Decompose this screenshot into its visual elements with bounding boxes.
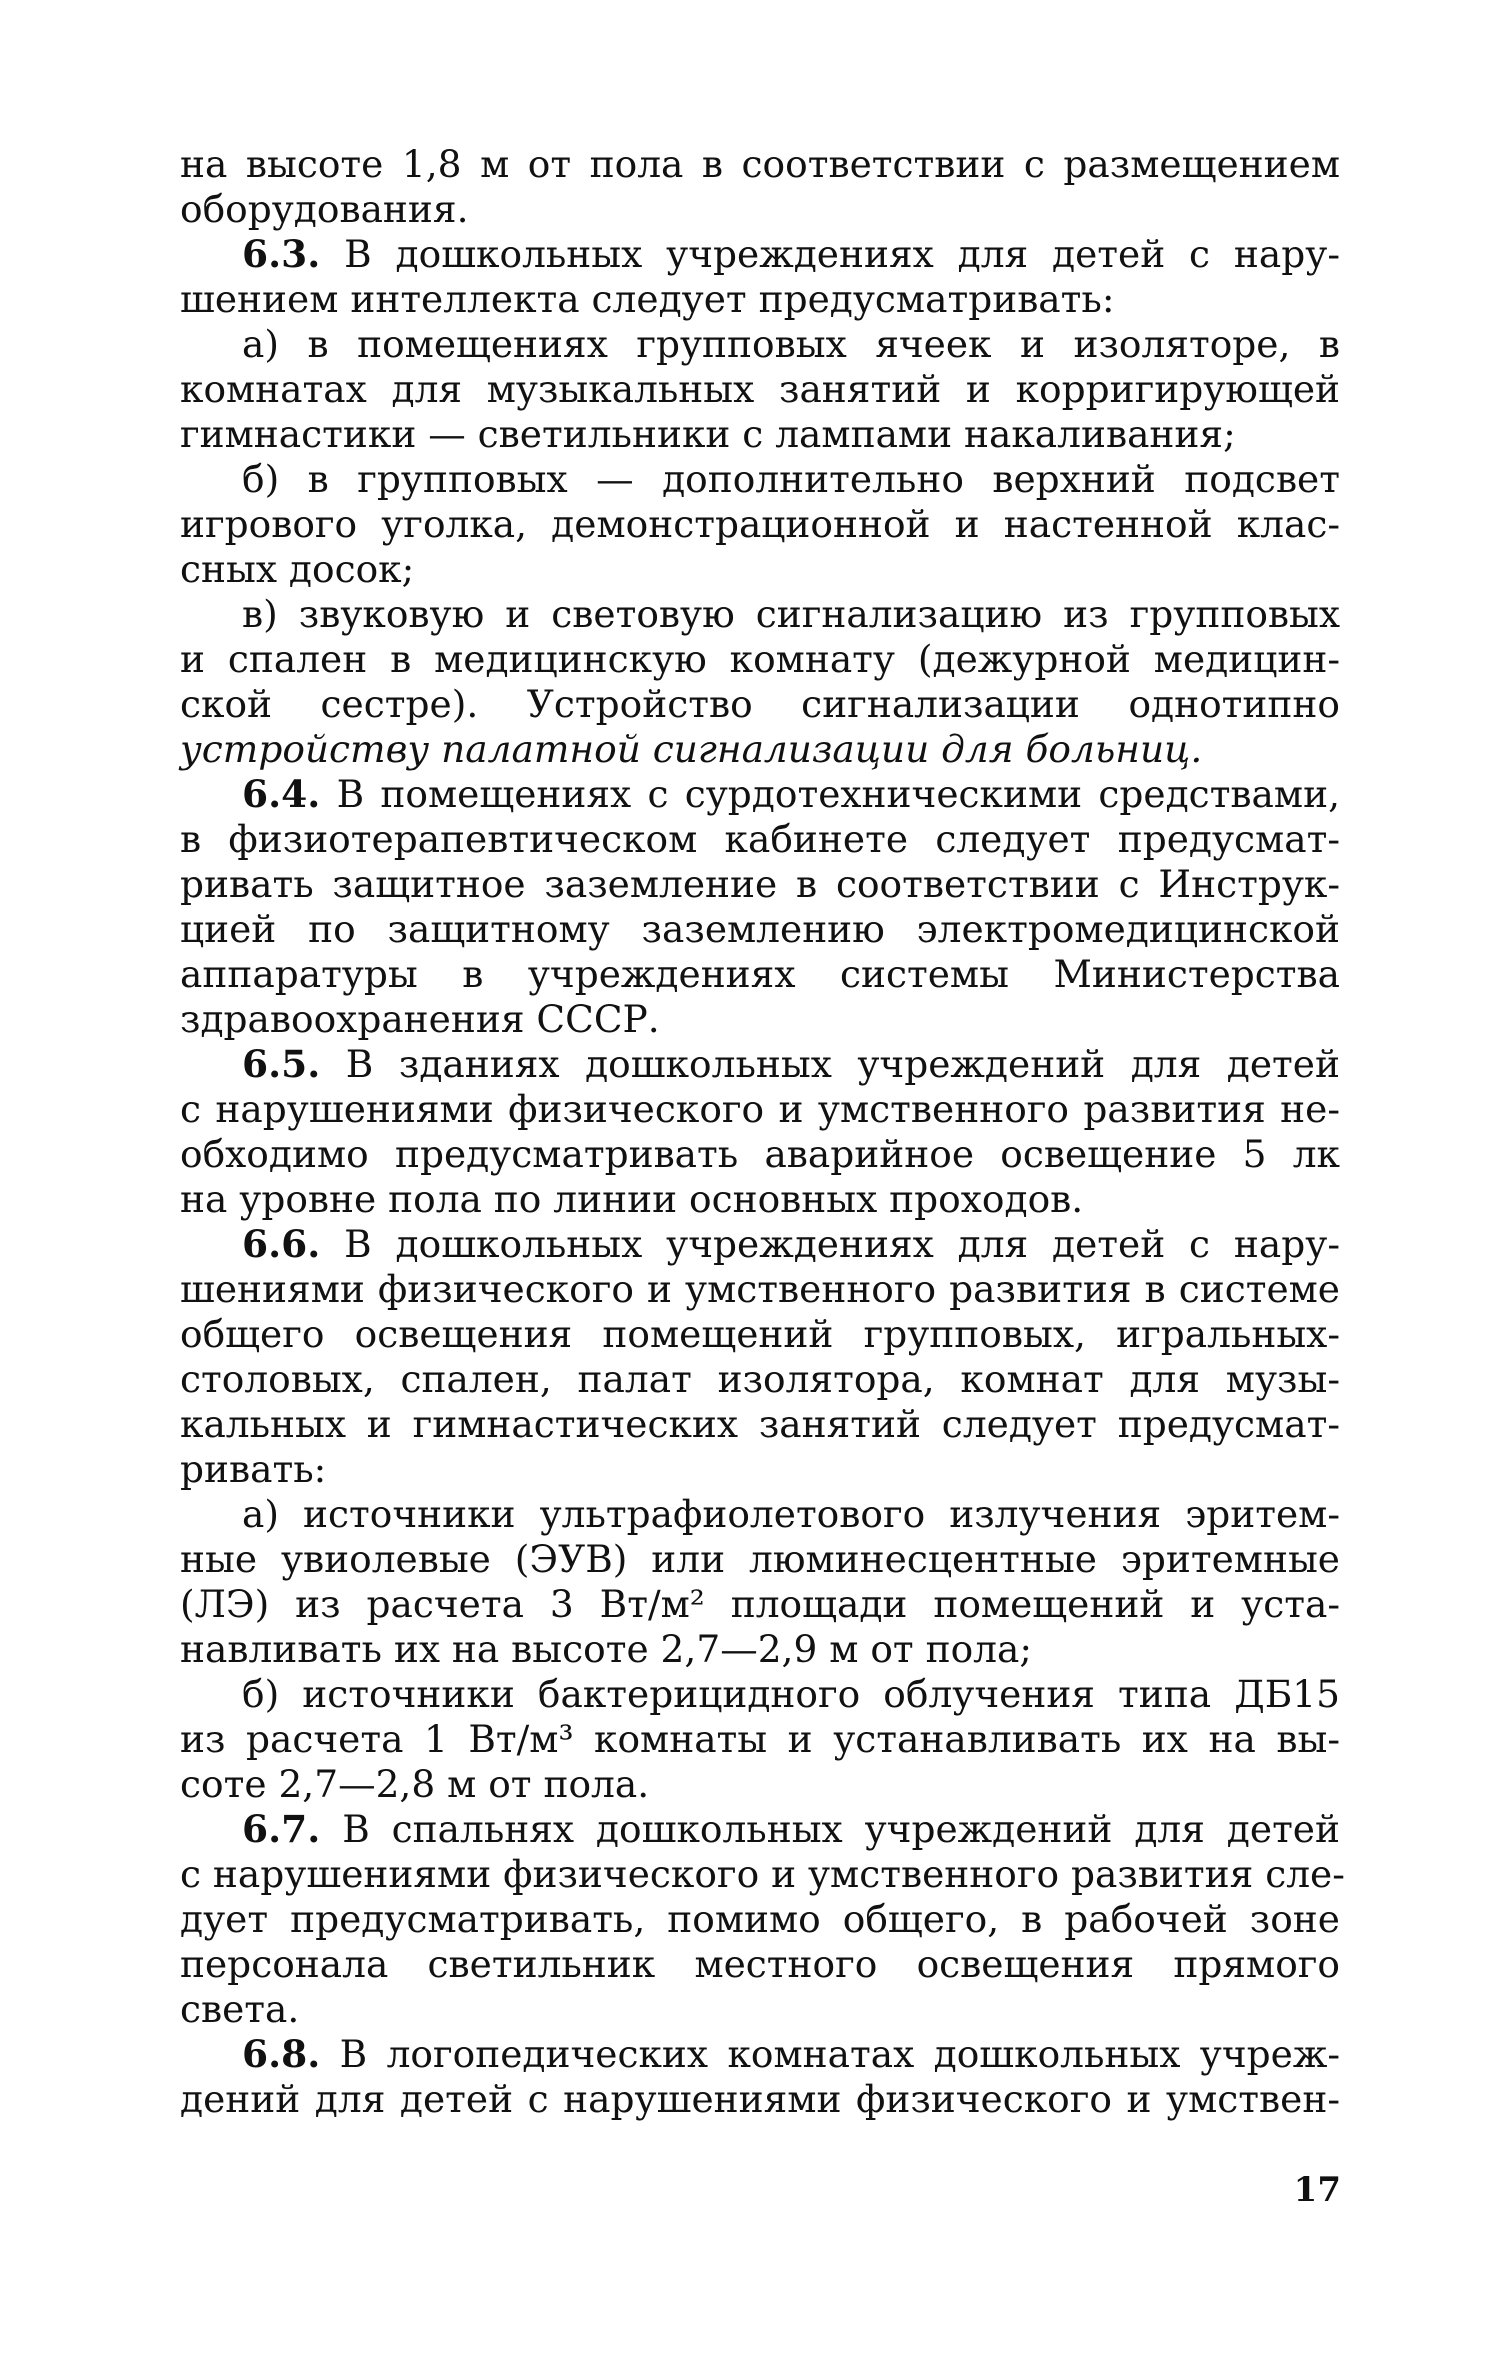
section-number: 6.6. bbox=[242, 1222, 321, 1266]
section-text: В спальнях дошкольных учреждений для детей bbox=[320, 1807, 1340, 1851]
section-number: 6.5. bbox=[242, 1042, 321, 1086]
section-number: 6.3. bbox=[242, 232, 321, 276]
body-text bbox=[180, 142, 1345, 2122]
text-line: в) звуковую и световую сигнализацию из групповых bbox=[242, 592, 1340, 636]
text-line: персонала светильник местного освещения прямого bbox=[180, 1942, 1340, 1986]
text-line: ные увиолевые (ЭУВ) или люминесцентные эритемные bbox=[180, 1537, 1340, 1581]
text-line: аппаратуры в учреждениях системы Министерства bbox=[180, 952, 1340, 996]
text-line: устройству палатной сигнализации для больниц. bbox=[180, 727, 1203, 771]
text-line: а) источники ультрафиолетового излучения эритем- bbox=[242, 1492, 1340, 1536]
text-line: комнатах для музыкальных занятий и корригирующей bbox=[180, 367, 1340, 411]
text-line: соте 2,7—2,8 м от пола. bbox=[180, 1762, 650, 1806]
text-line: цией по защитному заземлению электромедицинской bbox=[180, 907, 1340, 951]
section-6-8-heading-line bbox=[180, 2032, 1340, 2077]
section-6-5-heading-line bbox=[180, 1042, 1340, 1087]
text-line: на высоте 1,8 м от пола в соответствии с размещением bbox=[180, 142, 1340, 186]
text-line: в физиотерапевтическом кабинете следует предусмат- bbox=[180, 817, 1340, 861]
text-line: на уровне пола по линии основных проходов. bbox=[180, 1177, 1084, 1221]
page-number: 17 bbox=[1293, 2170, 1341, 2210]
text-line: оборудования. bbox=[180, 187, 469, 231]
section-text: В дошкольных учреждениях для детей с нару- bbox=[320, 1222, 1340, 1266]
section-text: В помещениях с сурдотехническими средствами, bbox=[320, 772, 1340, 816]
section-number: 6.8. bbox=[242, 2032, 321, 2076]
section-6-3-heading-line bbox=[180, 232, 1340, 277]
section-6-4-heading-line bbox=[180, 772, 1340, 817]
text-line: шением интеллекта следует предусматривать: bbox=[180, 277, 1115, 321]
text-line: столовых, спален, палат изолятора, комнат для музы- bbox=[180, 1357, 1340, 1401]
section-number: 6.4. bbox=[242, 772, 321, 816]
text-line: (ЛЭ) из расчета 3 Вт/м² площади помещений и уста- bbox=[180, 1582, 1340, 1626]
text-line: кальных и гимнастических занятий следует предусмат- bbox=[180, 1402, 1340, 1446]
text-line: игрового уголка, демонстрационной и настенной клас- bbox=[180, 502, 1340, 546]
text-line: навливать их на высоте 2,7—2,9 м от пола; bbox=[180, 1627, 1032, 1671]
text-line: ской сестре). Устройство сигнализации однотипно bbox=[180, 682, 1340, 726]
text-line: б) в групповых — дополнительно верхний подсвет bbox=[242, 457, 1340, 501]
text-line: и спален в медицинскую комнату (дежурной медицин- bbox=[180, 637, 1340, 681]
text-line: обходимо предусматривать аварийное освещение 5 лк bbox=[180, 1132, 1340, 1176]
text-line: б) источники бактерицидного облучения типа ДБ15 bbox=[242, 1672, 1340, 1716]
text-line: с нарушениями физического и умственного развития не- bbox=[180, 1087, 1340, 1131]
text-line: сных досок; bbox=[180, 547, 415, 591]
text-line: дует предусматривать, помимо общего, в рабочей зоне bbox=[180, 1897, 1340, 1941]
text-line: с нарушениями физического и умственного развития сле- bbox=[180, 1852, 1345, 1896]
text-line: а) в помещениях групповых ячеек и изоляторе, в bbox=[242, 322, 1340, 366]
text-line: ривать защитное заземление в соответствии с Инструк- bbox=[180, 862, 1340, 906]
section-text: В дошкольных учреждениях для детей с нару- bbox=[320, 232, 1340, 276]
section-number: 6.7. bbox=[242, 1807, 321, 1851]
text-line: ривать: bbox=[180, 1447, 327, 1491]
text-line: общего освещения помещений групповых, игральных- bbox=[180, 1312, 1340, 1356]
text-line: здравоохранения СССР. bbox=[180, 997, 660, 1041]
section-text: В логопедических комнатах дошкольных учреж- bbox=[320, 2032, 1340, 2076]
text-line: дений для детей с нарушениями физического и умствен- bbox=[180, 2077, 1340, 2121]
text-line: гимнастики — светильники с лампами накаливания; bbox=[180, 412, 1236, 456]
text-line: света. bbox=[180, 1987, 300, 2031]
section-text: В зданиях дошкольных учреждений для детей bbox=[320, 1042, 1340, 1086]
text-line: из расчета 1 Вт/м³ комнаты и устанавливать их на вы- bbox=[180, 1717, 1340, 1761]
text-line: шениями физического и умственного развития в системе bbox=[180, 1267, 1340, 1311]
section-6-6-heading-line bbox=[180, 1222, 1340, 1267]
section-6-7-heading-line bbox=[180, 1807, 1340, 1852]
